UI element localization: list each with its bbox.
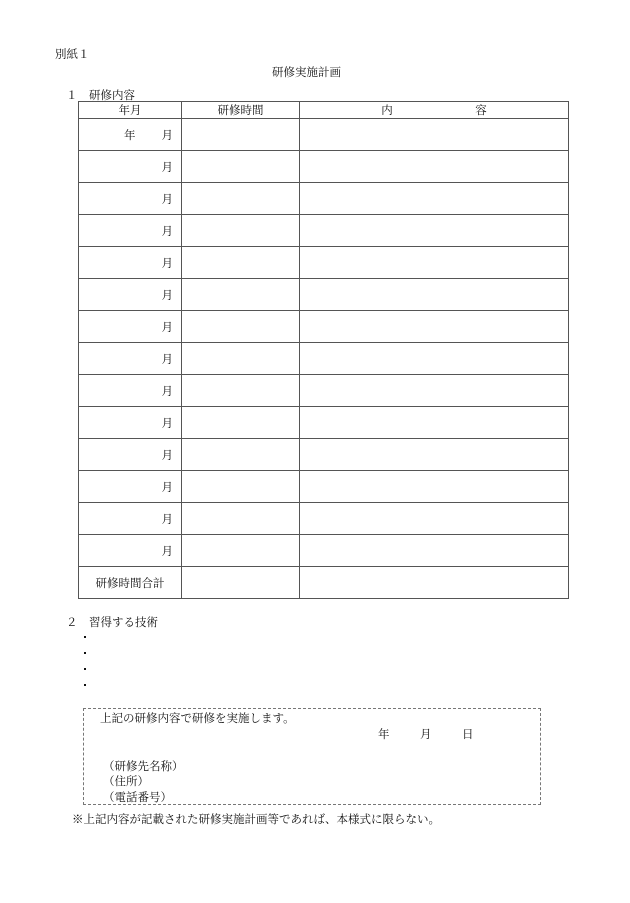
footnote: ※上記内容が記載された研修実施計画等であれば、本様式に限らない。 — [72, 812, 440, 826]
section2-heading: ２ 習得する技術 — [66, 615, 158, 629]
hours-cell[interactable] — [182, 215, 300, 247]
table-row — [79, 535, 569, 567]
content-cell[interactable] — [300, 471, 569, 503]
table-row — [79, 215, 569, 247]
content-cell[interactable] — [300, 503, 569, 535]
table-row — [79, 343, 569, 375]
content-cell[interactable] — [300, 247, 569, 279]
table-row — [79, 279, 569, 311]
year-month-cell[interactable] — [79, 151, 182, 183]
month-label: 月 — [161, 479, 173, 494]
hours-cell[interactable] — [182, 151, 300, 183]
content-cell[interactable] — [300, 215, 569, 247]
section1-heading: １ 研修内容 — [66, 88, 135, 102]
hours-cell[interactable] — [182, 407, 300, 439]
year-month-cell[interactable] — [79, 247, 182, 279]
content-cell[interactable] — [300, 183, 569, 215]
year-month-cell[interactable] — [79, 343, 182, 375]
header-hours: 研修時間 — [182, 102, 300, 119]
total-hours-cell[interactable] — [182, 567, 300, 599]
table-row — [79, 151, 569, 183]
header-content-right: 容 — [475, 103, 487, 117]
year-month-cell[interactable] — [79, 279, 182, 311]
content-cell[interactable] — [300, 311, 569, 343]
table-row — [79, 471, 569, 503]
year-month-cell[interactable] — [79, 535, 182, 567]
month-label: 月 — [161, 511, 173, 526]
year-month-cell[interactable] — [79, 471, 182, 503]
month-label: 月 — [161, 415, 173, 430]
year-month-cell[interactable] — [79, 183, 182, 215]
total-label: 研修時間合計 — [79, 567, 182, 599]
declaration-statement: 上記の研修内容で研修を実施します。 — [100, 711, 295, 725]
month-label: 月 — [161, 383, 173, 398]
hours-cell[interactable] — [182, 279, 300, 311]
content-cell[interactable] — [300, 535, 569, 567]
year-month-cell[interactable] — [79, 311, 182, 343]
header-content-left: 内 — [381, 103, 393, 117]
skill-bullet — [84, 668, 86, 670]
total-row — [79, 567, 569, 599]
year-month-cell[interactable] — [79, 375, 182, 407]
month-label: 月 — [161, 447, 173, 462]
skill-bullet — [84, 636, 86, 638]
content-cell[interactable] — [300, 343, 569, 375]
month-label: 月 — [161, 351, 173, 366]
table-row — [79, 183, 569, 215]
content-cell[interactable] — [300, 279, 569, 311]
total-content-cell[interactable] — [300, 567, 569, 599]
content-cell[interactable] — [300, 407, 569, 439]
table-header-row — [79, 102, 569, 119]
hours-cell[interactable] — [182, 343, 300, 375]
date-day[interactable]: 日 — [462, 727, 474, 741]
hours-cell[interactable] — [182, 119, 300, 151]
document-title: 研修実施計画 — [272, 65, 341, 79]
year-month-cell[interactable] — [79, 503, 182, 535]
hours-cell[interactable] — [182, 311, 300, 343]
table-row — [79, 439, 569, 471]
year-month-cell[interactable] — [79, 215, 182, 247]
hours-cell[interactable] — [182, 183, 300, 215]
table-row — [79, 503, 569, 535]
month-label: 月 — [161, 255, 173, 270]
table-row — [79, 119, 569, 151]
month-label: 月 — [161, 319, 173, 334]
hours-cell[interactable] — [182, 503, 300, 535]
table-row — [79, 247, 569, 279]
hours-cell[interactable] — [182, 471, 300, 503]
hours-cell[interactable] — [182, 535, 300, 567]
content-cell[interactable] — [300, 119, 569, 151]
month-label: 月 — [161, 543, 173, 558]
date-month[interactable]: 月 — [420, 727, 432, 741]
month-label: 月 — [161, 159, 173, 174]
content-cell[interactable] — [300, 439, 569, 471]
year-month-cell[interactable] — [79, 407, 182, 439]
year-month-cell[interactable] — [79, 119, 182, 151]
header-content — [300, 102, 569, 119]
hours-cell[interactable] — [182, 247, 300, 279]
year-month-cell[interactable] — [79, 439, 182, 471]
table-row — [79, 311, 569, 343]
content-cell[interactable] — [300, 151, 569, 183]
month-label: 月 — [161, 191, 173, 206]
hours-cell[interactable] — [182, 439, 300, 471]
training-content-table — [78, 101, 569, 599]
date-year[interactable]: 年 — [378, 727, 390, 741]
table-row — [79, 407, 569, 439]
skill-bullet — [84, 684, 86, 686]
year-label: 年 — [124, 127, 136, 142]
month-label: 月 — [161, 223, 173, 238]
header-year-month: 年月 — [79, 102, 182, 119]
table-row — [79, 375, 569, 407]
attachment-label: 別紙１ — [55, 47, 90, 61]
skill-bullet — [84, 652, 86, 654]
phone-label: （電話番号） — [103, 790, 172, 804]
address-label: （住所） — [103, 774, 149, 788]
hours-cell[interactable] — [182, 375, 300, 407]
month-label: 月 — [161, 287, 173, 302]
month-label: 月 — [161, 127, 173, 142]
content-cell[interactable] — [300, 375, 569, 407]
training-provider-name-label: （研修先名称） — [103, 759, 184, 773]
